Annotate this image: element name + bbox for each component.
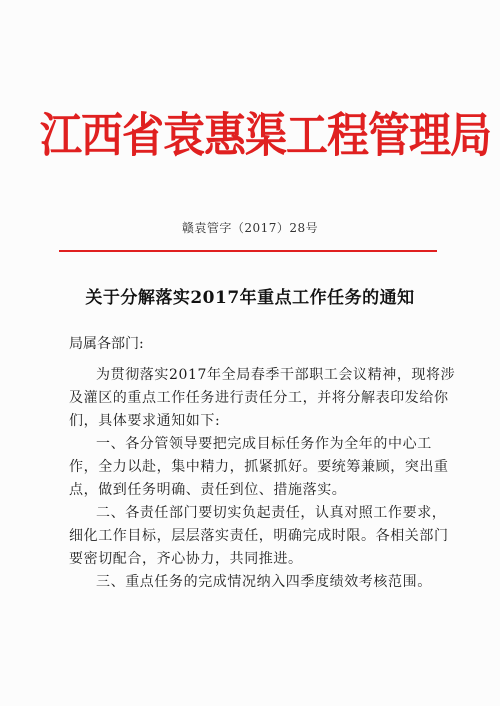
body-line: 作，全力以赴，集中精力，抓紧抓好。要统筹兼顾，突出重 bbox=[69, 459, 449, 475]
issuer-heading: 江西省袁惠渠工程管理局 bbox=[40, 108, 492, 163]
body-line: 要密切配合，齐心协力，共同推进。 bbox=[69, 551, 303, 567]
body-line: 细化工作目标，层层落实责任，明确完成时限。各相关部门 bbox=[69, 528, 449, 544]
red-divider-line bbox=[59, 250, 437, 252]
body-line: 为贯彻落实2017年全局春季干部职工会议精神，现将涉 bbox=[96, 367, 456, 383]
body-line: 点，做到任务明确、责任到位、措施落实。 bbox=[69, 482, 347, 498]
notice-title: 关于分解落实2017年重点工作任务的通知 bbox=[85, 288, 415, 308]
document-number: 赣袁管字（2017）28号 bbox=[181, 221, 319, 235]
body-line: 们，具体要求通知如下: bbox=[69, 413, 221, 429]
salutation: 局属各部门: bbox=[69, 336, 144, 352]
body-line: 一、各分管领导要把完成目标任务作为全年的中心工 bbox=[96, 436, 432, 452]
body-line: 三、重点任务的完成情况纳入四季度绩效考核范围。 bbox=[96, 574, 432, 590]
body-line: 及灌区的重点工作任务进行责任分工，并将分解表印发给你 bbox=[69, 390, 449, 406]
body-line: 二、各责任部门要切实负起责任，认真对照工作要求， bbox=[96, 505, 447, 521]
